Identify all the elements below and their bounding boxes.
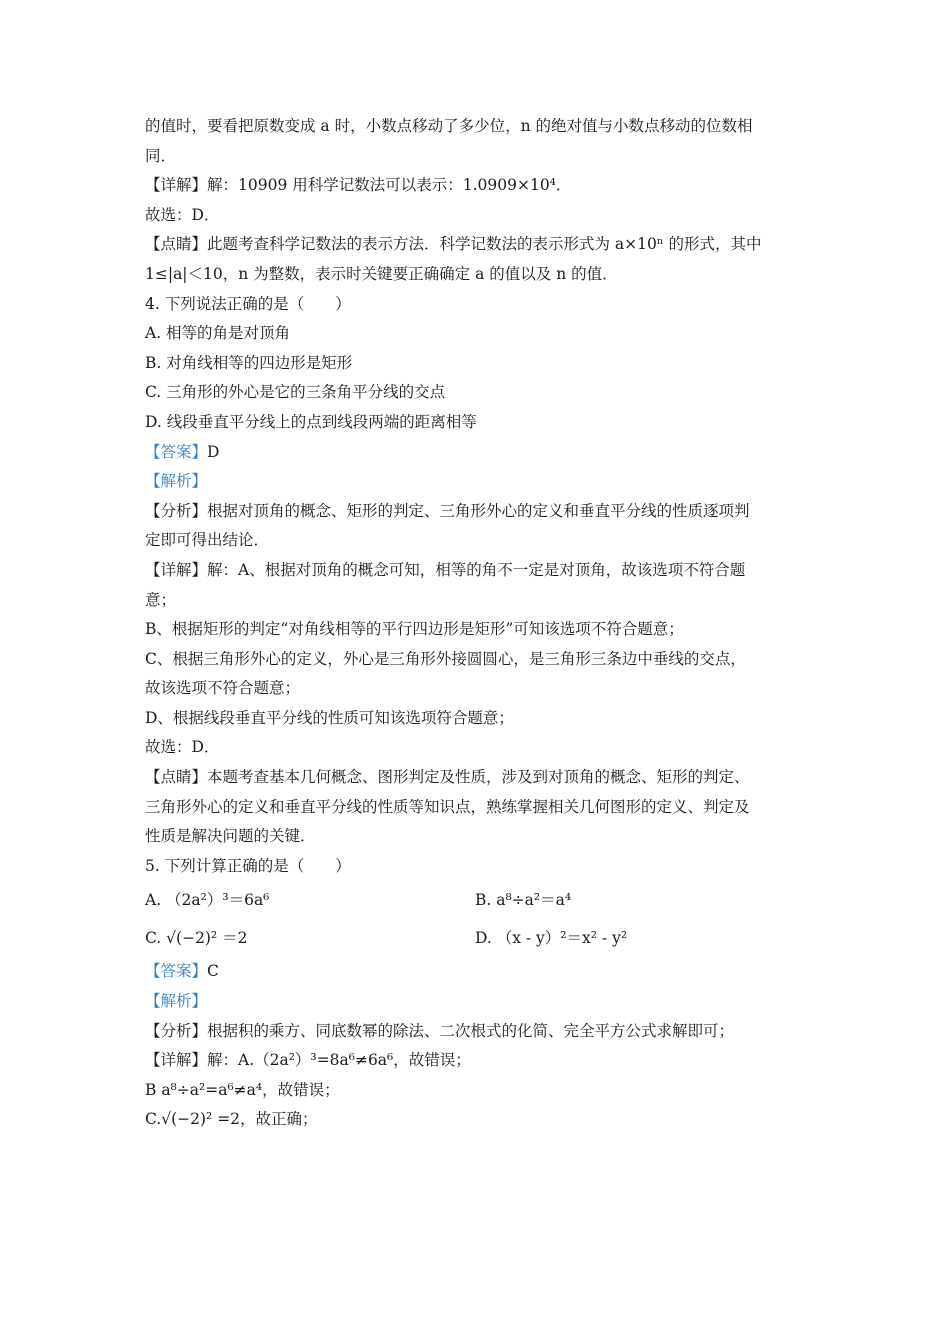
- question-4-option-b: B. 对角线相等的四边形是矩形: [145, 353, 353, 372]
- text-line: 【分析】根据积的乘方、同底数幂的除法、二次根式的化简、完全平方公式求解即可；: [145, 1021, 735, 1040]
- text-line: 故选：D．: [145, 738, 220, 757]
- text-line: 性质是解决问题的关键．: [145, 827, 316, 846]
- answer-value: C: [207, 962, 219, 981]
- text-line: 【点睛】本题考查基本几何概念、图形判定及性质，涉及到对顶角的概念、矩形的判定、: [145, 768, 750, 787]
- analysis-heading: 【解析】: [145, 992, 208, 1011]
- text-line: 【详解】解：A.（2a²）³=8a⁶≠6a⁶，故错误；: [145, 1051, 471, 1070]
- text-line: 【点睛】此题考查科学记数法的表示方法．科学记数法的表示形式为 a×10ⁿ 的形式，其中: [145, 235, 762, 254]
- text-line: B、根据矩形的判定“对角线相等的平行四边形是矩形”可知该选项不符合题意；: [145, 620, 684, 639]
- text-line: 故该选项不符合题意；: [145, 679, 301, 698]
- question-5-stem: 5. 下列计算正确的是（ ）: [145, 856, 351, 875]
- text-line: 同．: [145, 146, 177, 165]
- text-line: 1≤|a|＜10，n 为整数，表示时关键要正确确定 a 的值以及 n 的值．: [145, 264, 618, 283]
- answer-label: 【答案】: [145, 962, 208, 981]
- document-page: [145, 112, 805, 1135]
- question-5-option-c: C. √(−2)² ＝2: [145, 929, 248, 948]
- text-line: C.√(−2)² =2，故正确；: [145, 1110, 318, 1129]
- text-line: 意；: [145, 590, 177, 609]
- answer-value: D: [207, 442, 220, 461]
- question-5-options-row-2: [145, 919, 805, 957]
- text-line: 【分析】根据对顶角的概念、矩形的判定、三角形外心的定义和垂直平分线的性质逐项判: [145, 501, 750, 520]
- question-4-option-d: D. 线段垂直平分线上的点到线段两端的距离相等: [145, 412, 477, 431]
- answer-4: [145, 438, 805, 468]
- question-5-option-a: A. （2a²）³＝6a⁶: [145, 891, 270, 910]
- answer-5: [145, 957, 805, 987]
- text-line: C、根据三角形外心的定义，外心是三角形外接圆圆心，是三角形三条边中垂线的交点，: [145, 649, 746, 668]
- text-line: 三角形外心的定义和垂直平分线的性质等知识点，熟练掌握相关几何图形的定义、判定及: [145, 797, 750, 816]
- text-line: 【详解】解：10909 用科学记数法可以表示：1.0909×10⁴．: [145, 176, 572, 195]
- text-line: 故选：D．: [145, 205, 220, 224]
- text-line: D、根据线段垂直平分线的性质可知该选项符合题意；: [145, 708, 514, 727]
- text-line: 定即可得出结论．: [145, 531, 270, 550]
- text-line: B a⁸÷a²=a⁶≠a⁴，故错误；: [145, 1080, 340, 1099]
- question-4-option-a: A. 相等的角是对顶角: [145, 324, 291, 343]
- question-5-option-b: B. a⁸÷a²＝a⁴: [475, 891, 572, 910]
- text-line: 的值时，要看把原数变成 a 时，小数点移动了多少位，n 的绝对值与小数点移动的位数相: [145, 117, 753, 135]
- answer-label: 【答案】: [145, 442, 208, 461]
- question-4-option-c: C. 三角形的外心是它的三条角平分线的交点: [145, 383, 446, 402]
- question-5-option-d: D. （x - y）²＝x² - y²: [475, 929, 628, 948]
- analysis-heading: 【解析】: [145, 472, 208, 491]
- text-line: 【详解】解：A、根据对顶角的概念可知，相等的角不一定是对顶角，故该选项不符合题: [145, 560, 746, 579]
- question-5-options-row-1: [145, 881, 805, 919]
- question-4-stem: 4. 下列说法正确的是（ ）: [145, 294, 351, 313]
